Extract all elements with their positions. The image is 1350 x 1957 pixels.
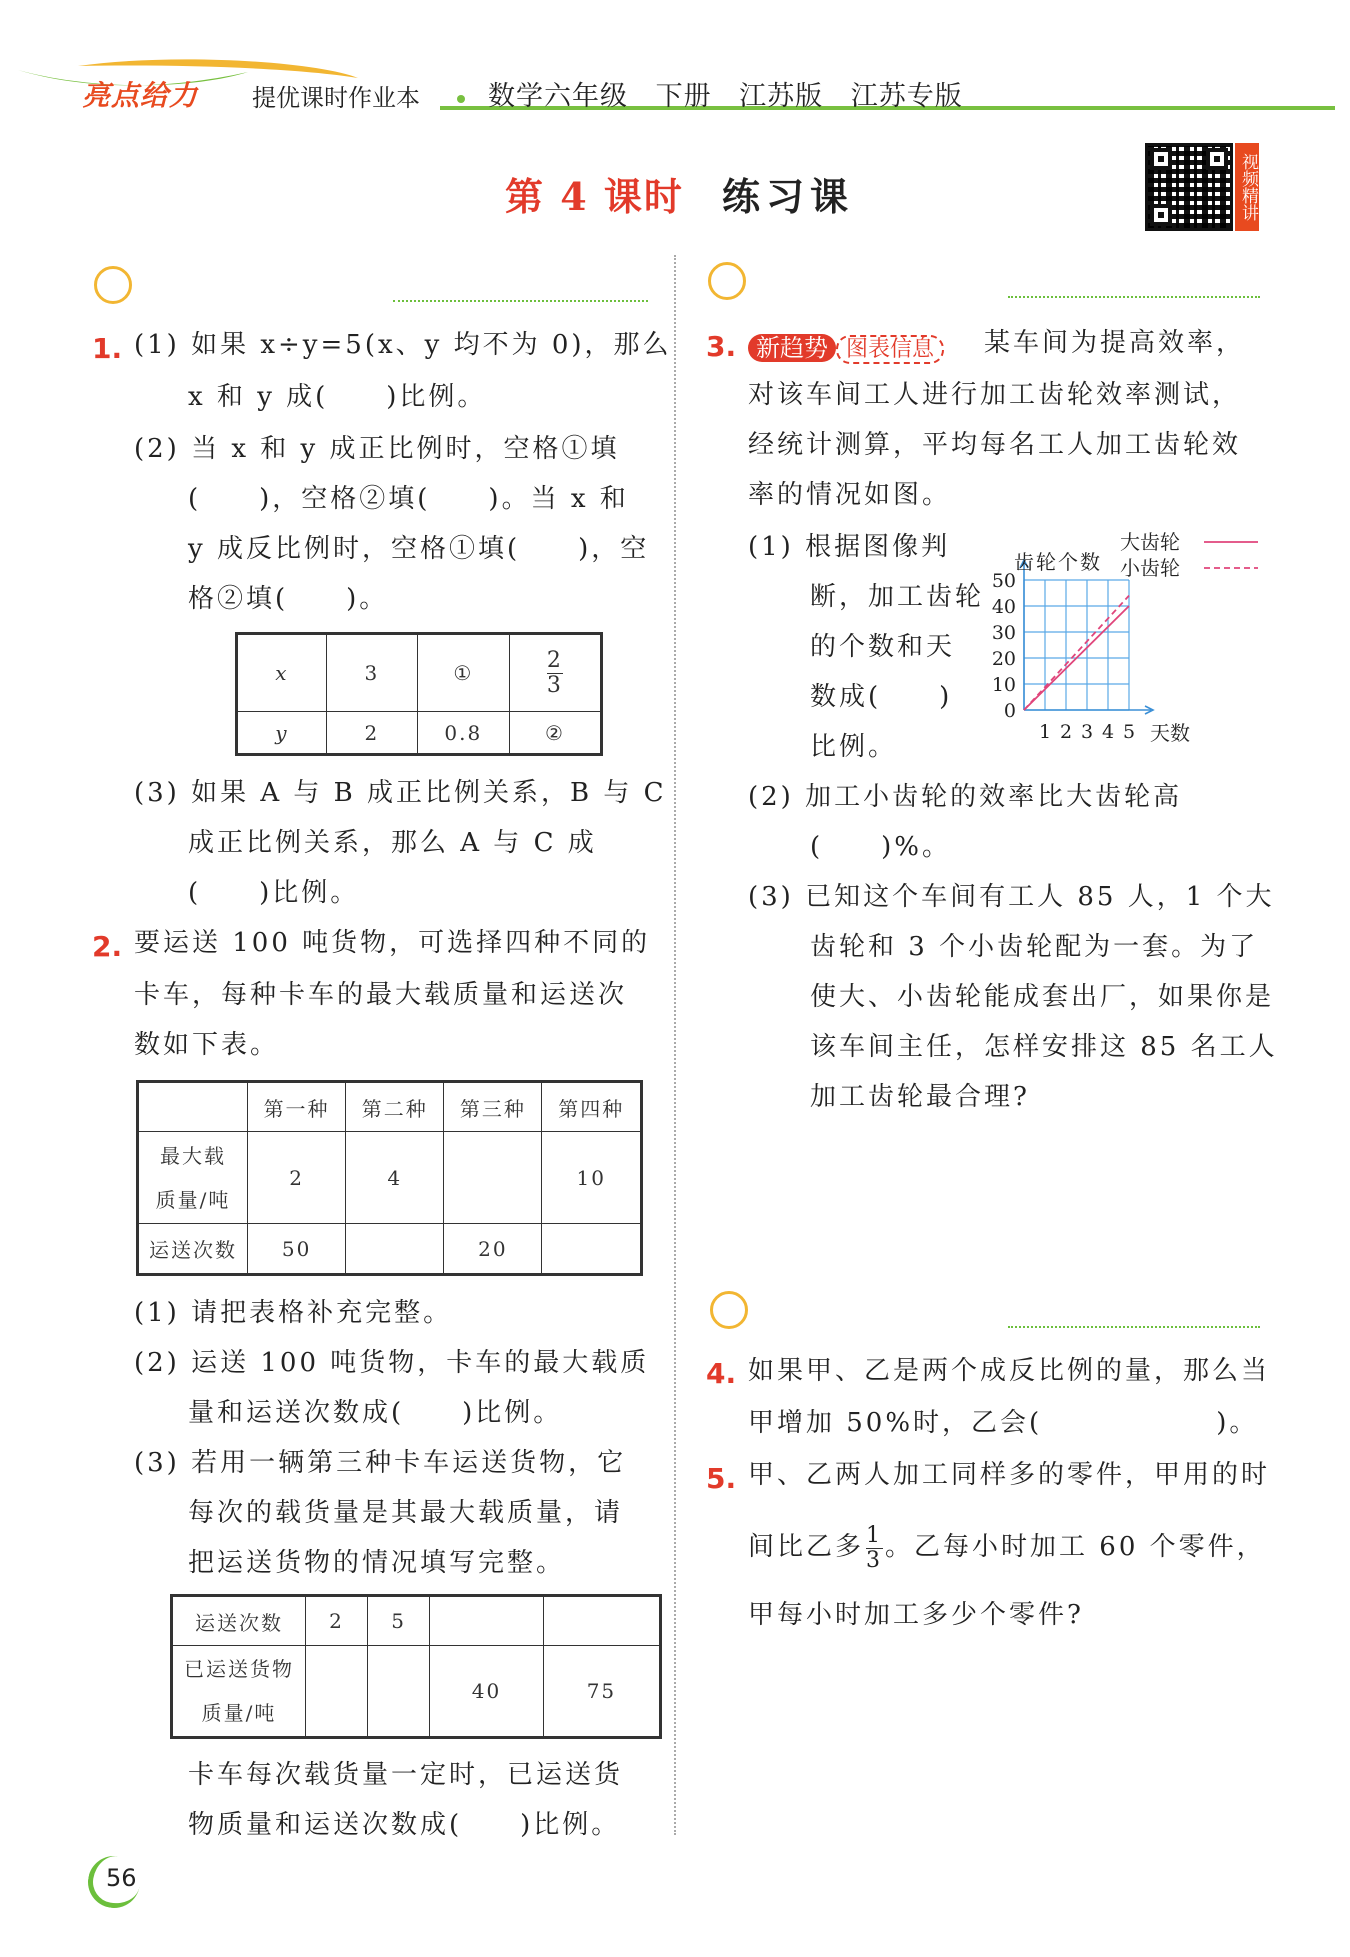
q4-line2: 甲增加 50%时，乙会( )。: [748, 1408, 1259, 1438]
x-tick-label: 1: [1038, 721, 1052, 743]
q1-part2-line1: (2) 当 x 和 y 成正比例时，空格①填: [134, 434, 620, 464]
chart-info-tag: 图表信息: [836, 335, 944, 364]
table-cell: 75: [543, 1646, 660, 1738]
q2-part3-line2: 每次的载货量是其最大载质量，请: [188, 1498, 624, 1528]
chart-legend: [1120, 530, 1258, 580]
q5-line2-end: 。乙每小时加工 60 个零件，: [885, 1532, 1266, 1562]
y-tick-label: 0: [1003, 700, 1016, 722]
chart-series: [1024, 596, 1129, 710]
q3-line3: 经统计测算，平均每名工人加工齿轮效: [748, 430, 1242, 460]
table-cell: 10: [542, 1132, 642, 1224]
question-number: 2.: [92, 930, 123, 963]
q2-conclusion-line2: 物质量和运送次数成( )比例。: [188, 1810, 621, 1840]
section-thinking-header: 思维拓展提优: [716, 258, 1008, 300]
q1-part2-line4: 格②填( )。: [188, 584, 389, 614]
row-label-line: 最大载: [160, 1143, 226, 1168]
q4-line1: 如果甲、乙是两个成反比例的量，那么当: [748, 1356, 1271, 1386]
seedling-icon: [94, 266, 132, 304]
x-tick-label: 3: [1080, 721, 1094, 743]
table-cell: y: [237, 712, 327, 755]
row-label-line: 质量/吨: [201, 1701, 277, 1725]
table-cell: 20: [444, 1224, 542, 1275]
q1-part3-line2: 成正比例关系，那么 A 与 C 成: [188, 828, 597, 858]
table-cell: 2: [326, 712, 417, 755]
table-cell: [346, 1224, 444, 1275]
q5-line1: 甲、乙两人加工同样多的零件，甲用的时: [748, 1460, 1271, 1490]
legend-label: 小齿轮: [1120, 556, 1180, 580]
q1-part2-line3: y 成反比例时，空格①填( )，空: [188, 534, 650, 564]
table-cell: ②: [509, 712, 601, 755]
x-tick-label: 5: [1122, 721, 1136, 743]
table-cell: x: [237, 634, 327, 712]
column-divider: [674, 255, 676, 1835]
q2-part1: (1) 请把表格补充完整。: [134, 1298, 453, 1328]
page-number: 56: [106, 1864, 137, 1892]
row-label: 运送次数: [172, 1596, 306, 1646]
row-label: [172, 1646, 306, 1738]
table-cell: 2: [306, 1596, 368, 1646]
y-tick-label: 50: [991, 570, 1016, 592]
q1-table: [235, 632, 603, 756]
section-rule: [393, 300, 648, 302]
q3-part1-line3: 的个数和天: [810, 632, 956, 662]
header-dot: [457, 95, 465, 103]
new-trend-tag: 新趋势: [748, 334, 836, 362]
section-rule: [1008, 1326, 1260, 1328]
table-cell: 40: [430, 1646, 544, 1738]
q2-line2: 卡车，每种卡车的最大载质量和运送次: [134, 980, 628, 1010]
q3-line4: 率的情况如图。: [748, 480, 952, 510]
trophy-icon: [710, 1291, 748, 1329]
gear-efficiency-chart: [982, 520, 1262, 760]
fraction-numerator: 1: [866, 1522, 884, 1548]
table-cell: 3: [326, 634, 417, 712]
q1-part2-line2: ( )，空格②填( )。当 x 和: [188, 484, 629, 514]
row-label-line: 质量/吨: [155, 1187, 231, 1212]
question-number: 1.: [92, 332, 123, 365]
q5-line2: [748, 1522, 1266, 1573]
q2-part2-line1: (2) 运送 100 吨货物，卡车的最大载质: [134, 1348, 650, 1378]
q3-part1-line1: (1) 根据图像判: [748, 532, 951, 562]
x-tick-label: 4: [1101, 721, 1115, 743]
q2-part3-line1: (3) 若用一辆第三种卡车运送货物，它: [134, 1448, 627, 1478]
question-number: 5.: [706, 1462, 737, 1495]
table-header-cell: 第一种: [248, 1082, 346, 1132]
fraction-denominator: 3: [866, 1547, 884, 1573]
q3-part1-line5: 比例。: [810, 732, 898, 762]
q3-part3-line2: 齿轮和 3 个小齿轮配为一套。为了: [810, 932, 1259, 962]
question-number: 4.: [706, 1357, 737, 1390]
table-cell: [368, 1646, 430, 1738]
q3-part1-line4: 数成( ): [810, 682, 953, 712]
x-axis-label: 天数: [1150, 721, 1190, 745]
brand-logo: 亮点给力: [82, 79, 199, 112]
table-cell-fraction: [509, 634, 601, 712]
table-cell: [430, 1596, 544, 1646]
table-cell: [306, 1646, 368, 1738]
row-label-line: 已运送货物: [184, 1657, 294, 1681]
q2-line3: 数如下表。: [134, 1030, 280, 1060]
qr-code-icon[interactable]: [1145, 143, 1233, 231]
x-tick-label: 2: [1059, 721, 1073, 743]
y-tick-label: 20: [991, 648, 1016, 670]
q3-part3-line1: (3) 已知这个车间有工人 85 人，1 个大: [748, 882, 1275, 912]
q3-line1: 某车间为提高效率，: [984, 328, 1246, 358]
q3-part1-line2: 断，加工齿轮: [810, 582, 985, 612]
y-axis-label: 齿轮个数: [1014, 550, 1102, 574]
y-tick-label: 10: [991, 674, 1016, 696]
section-rule: [1008, 296, 1260, 298]
row-label: 运送次数: [138, 1224, 248, 1275]
series-line-小齿轮: [1024, 596, 1129, 710]
question-number: 3.: [706, 330, 737, 363]
q1-part1-line2: x 和 y 成( )比例。: [188, 382, 487, 412]
table-cell: [444, 1132, 542, 1224]
table-header-cell: 第二种: [346, 1082, 444, 1132]
y-tick-labels: [992, 570, 1016, 722]
fraction-denominator: 3: [546, 672, 563, 698]
y-tick-label: 40: [991, 596, 1016, 618]
q5-line3: 甲每小时加工多少个零件?: [748, 1600, 1084, 1630]
q2-part3-line3: 把运送货物的情况填写完整。: [188, 1548, 566, 1578]
lesson-name: 练习课: [722, 174, 855, 219]
q2-part2-line2: 量和运送次数成( )比例。: [188, 1398, 563, 1428]
q3-part2-line2: ( )%。: [810, 832, 951, 862]
q1-part3-line3: ( )比例。: [188, 878, 360, 908]
sprout-icon: [708, 262, 746, 300]
table-cell: [542, 1224, 642, 1275]
q1-part1-line1: (1) 如果 x÷y=5(x、y 均不为 0)，那么: [134, 330, 672, 360]
table-cell: 5: [368, 1596, 430, 1646]
y-tick-label: 30: [991, 622, 1016, 644]
section-core-header: 核心素养提优: [716, 1288, 1008, 1330]
lesson-number: 第 4 课时: [505, 174, 684, 219]
row-label: [138, 1132, 248, 1224]
section-basic-header: 基础巩固提优: [100, 262, 393, 304]
chart-grid: [1020, 560, 1153, 714]
trend-tags: [748, 328, 944, 363]
brand-subtitle: 提优课时作业本: [252, 84, 420, 112]
table-header-cell: 第四种: [542, 1082, 642, 1132]
q2-truck-table: [136, 1080, 643, 1276]
table-cell: 0.8: [417, 712, 509, 755]
table-header-cell: [138, 1082, 248, 1132]
q3-part3-line4: 该车间主任，怎样安排这 85 名工人: [810, 1032, 1278, 1062]
q2-conclusion-line1: 卡车每次载货量一定时，已运送货: [188, 1760, 624, 1790]
q3-part3-line3: 使大、小齿轮能成套出厂，如果你是: [810, 982, 1275, 1012]
fraction-numerator: 2: [546, 647, 563, 673]
q2-delivery-table: [170, 1594, 662, 1739]
table-cell: 50: [248, 1224, 346, 1275]
legend-label: 大齿轮: [1120, 530, 1180, 554]
q2-line1: 要运送 100 吨货物，可选择四种不同的: [134, 928, 651, 958]
q3-part3-line5: 加工齿轮最合理?: [810, 1082, 1030, 1112]
table-cell: ①: [417, 634, 509, 712]
table-cell: 4: [346, 1132, 444, 1224]
q1-part3-line1: (3) 如果 A 与 B 成正比例关系，B 与 C: [134, 778, 667, 808]
book-info: 数学六年级 下册 江苏版 江苏专版: [488, 81, 963, 112]
x-tick-labels: [1039, 721, 1135, 743]
table-cell: 2: [248, 1132, 346, 1224]
table-header-cell: 第三种: [444, 1082, 542, 1132]
video-tag: 视频精讲: [1235, 143, 1259, 231]
q3-part2-line1: (2) 加工小齿轮的效率比大齿轮高: [748, 782, 1183, 812]
q3-line2: 对该车间工人进行加工齿轮效率测试，: [748, 380, 1242, 410]
table-cell: [543, 1596, 660, 1646]
q5-line2-start: 间比乙多: [748, 1532, 865, 1562]
